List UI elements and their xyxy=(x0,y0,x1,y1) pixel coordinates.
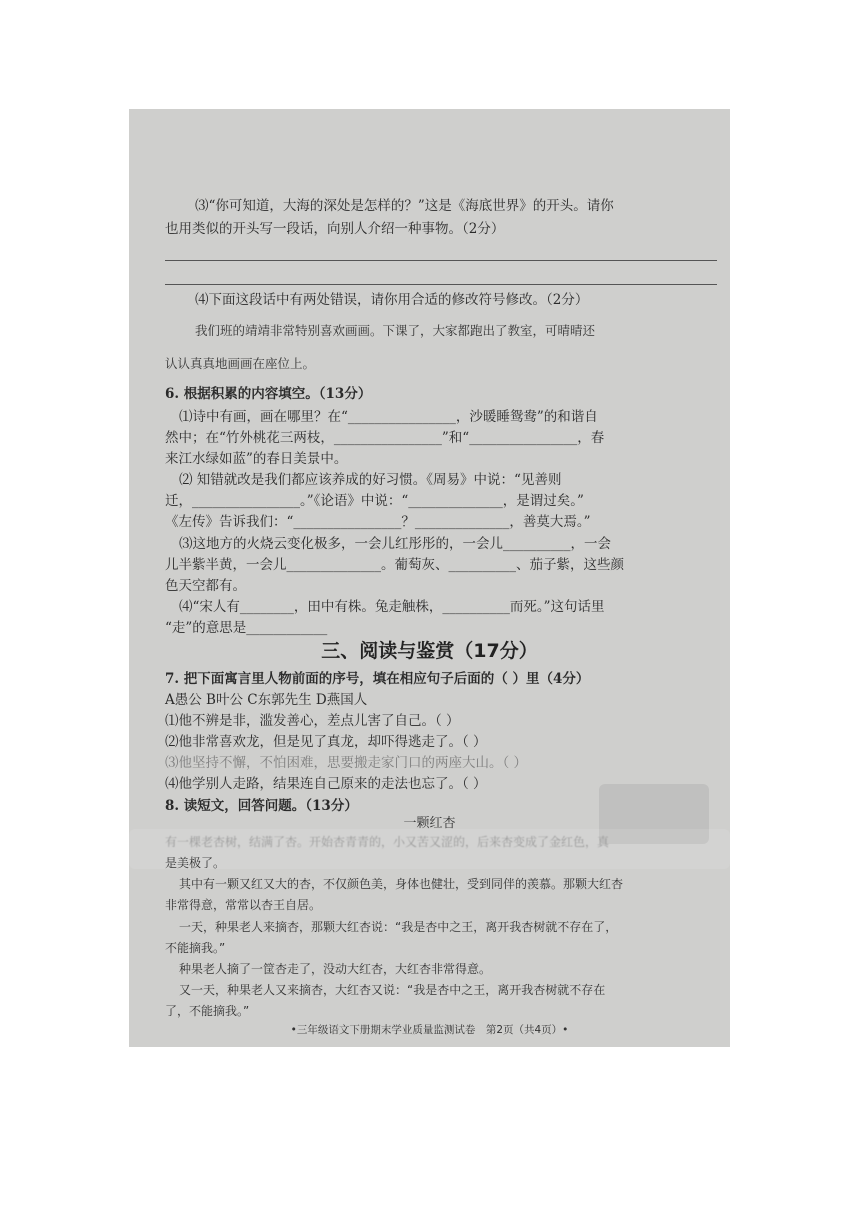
q7-item: ⑵他非常喜欢龙，但是见了真龙，却吓得逃走了。（ ） xyxy=(165,734,487,750)
q6-title: 6. 根据积累的内容填空。（13分） xyxy=(165,386,372,402)
q6-line: “走”的意思是____________ xyxy=(165,620,328,636)
q8-title: 8. 读短文，回答问题。（13分） xyxy=(165,798,358,814)
q6-line: 然中；在“竹外桃花三两枝，________________”和“________________，春 xyxy=(165,430,605,446)
story-line: 一天，种果老人来摘杏，那颗大红杏说：“我是杏中之王，离开我杏树就不存在了， xyxy=(179,920,618,934)
q5-item4-text-line1: 我们班的靖靖非常特别喜欢画画。下课了，大家都跑出了教室，可晴晴还 xyxy=(195,323,596,338)
q7-item: ⑴他不辨是非，滥发善心，差点儿害了自己。（ ） xyxy=(165,713,460,729)
answer-line xyxy=(165,284,717,285)
answer-line xyxy=(165,260,717,261)
story-line: 其中有一颗又红又大的杏，不仅颜色美，身体也健壮，受到同伴的羡慕。那颗大红杏 xyxy=(179,877,624,891)
q7-options: A愚公 B叶公 C东郭先生 D燕国人 xyxy=(165,692,368,708)
story-line: 非常得意，常常以杏王自居。 xyxy=(165,898,322,912)
story-line: 种果老人摘了一筐杏走了，没动大红杏，大红杏非常得意。 xyxy=(179,962,492,976)
q5-item4-text-line2: 认认真真地画画在座位上。 xyxy=(165,356,316,371)
page-footer: •三年级语文下册期末学业质量监测试卷 第2页（共4页）• xyxy=(290,1024,569,1036)
story-line: 了，不能摘我。” xyxy=(165,1004,250,1018)
q7-title: 7. 把下面寓言里人物前面的序号，填在相应句子后面的（ ）里（4分） xyxy=(165,671,590,687)
story-line: 有一棵老杏树，结满了杏。开始杏青青的，小又苦又涩的，后来杏变成了金红色，真 xyxy=(165,835,610,849)
story-line: 又一天，种果老人又来摘杏，大红杏又说：“我是杏中之王，离开我杏树就不存在 xyxy=(179,983,606,997)
q7-item: ⑶他坚持不懈，不怕困难，思要搬走家门口的两座大山。（ ） xyxy=(165,755,528,771)
q6-line: ⑴诗中有画，画在哪里？在“________________，沙暖睡鸳鸯”的和谐自 xyxy=(179,409,598,425)
section3-title: 三、阅读与鉴赏（17分） xyxy=(321,640,538,662)
q7-item: ⑷他学别人走路，结果连自己原来的走法也忘了。（ ） xyxy=(165,776,487,792)
story-line: 是美极了。 xyxy=(165,856,226,870)
q5-item3-line2: 也用类似的开头写一段话，向别人介绍一种事物。（2分） xyxy=(165,221,505,237)
q6-line: ⑵ 知错就改是我们都应该养成的好习惯。《周易》中说：“见善则 xyxy=(179,472,562,488)
q6-line: 迁，________________。”《论语》中说：“______________，是谓过矣。” xyxy=(165,493,584,509)
q6-line: 来江水绿如蓝”的春日美景中。 xyxy=(165,451,348,467)
q5-item3-line1: ⑶“你可知道，大海的深处是怎样的？”这是《海底世界》的开头。请你 xyxy=(195,198,614,214)
scanned-exam-page xyxy=(129,109,730,1047)
q6-line: 《左传》告诉我们：“________________？______________，善莫大焉。” xyxy=(165,514,591,530)
q6-line: ⑶这地方的火烧云变化极多，一会儿红彤彤的，一会儿__________，一会 xyxy=(179,536,611,552)
q6-line: ⑷“宋人有________，田中有株。兔走触株，__________而死。”这句话里 xyxy=(179,599,605,615)
story-title: 一颗红杏 xyxy=(403,816,456,831)
story-line: 不能摘我。” xyxy=(165,941,226,955)
q5-item4-prompt: ⑷下面这段话中有两处错误，请你用合适的修改符号修改。（2分） xyxy=(195,292,589,308)
q6-line: 儿半紫半黄，一会儿______________。葡萄灰、__________、茄子紫，这些颜 xyxy=(165,557,624,573)
q6-line: 色天空都有。 xyxy=(165,578,246,594)
